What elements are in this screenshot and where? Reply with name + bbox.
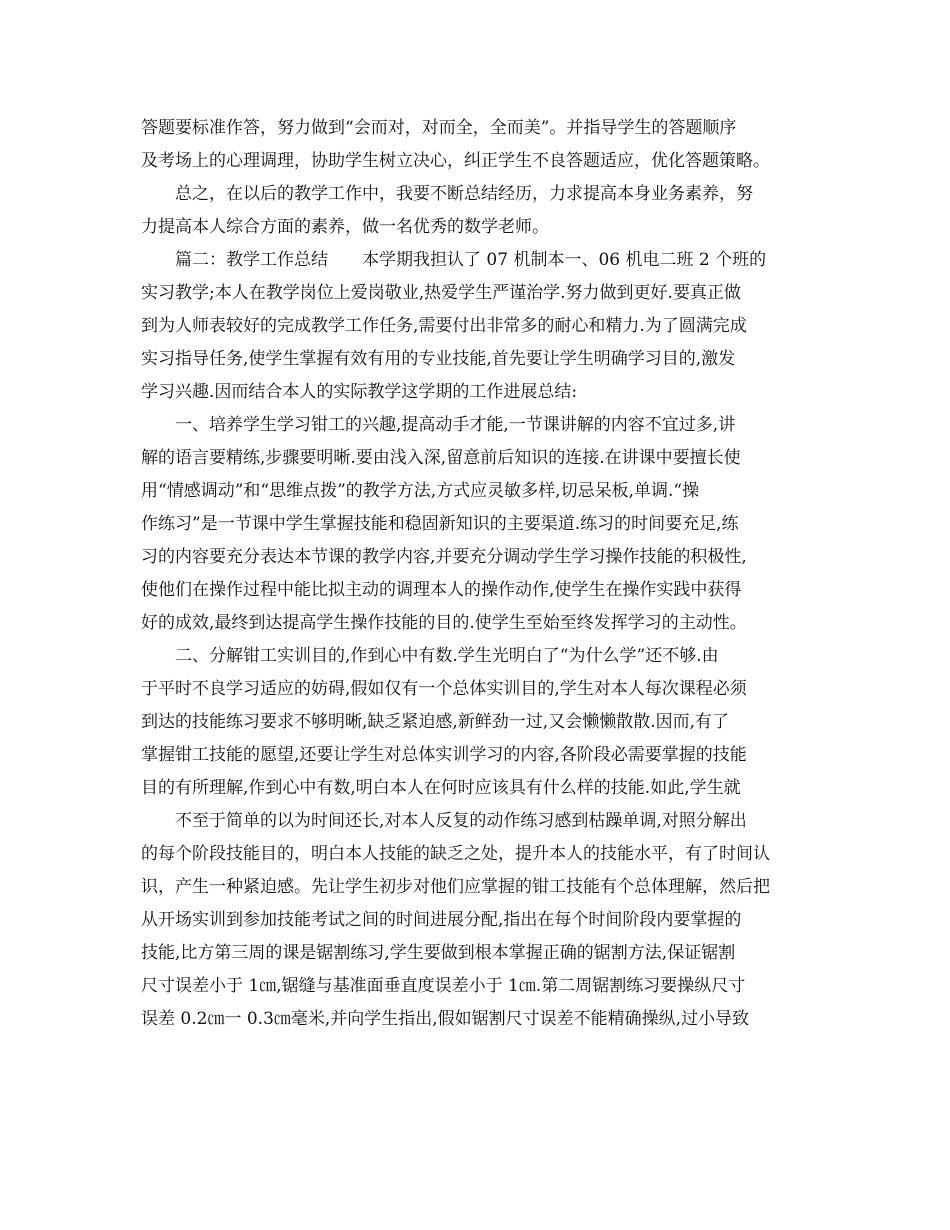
text-line: 解的语言要精练,步骤要明晰.要由浅入深,留意前后知识的连接.在讲课中要擅长使: [141, 448, 741, 468]
text-line: 尺寸误差小于 1㎝,锯缝与基准面垂直度误差小于 1㎝.第二周锯割练习要操纵尺寸: [141, 976, 746, 996]
text-line: 一、培养学生学习钳工的兴趣,提高动手才能,一节课讲解的内容不宜过多,讲: [175, 415, 736, 435]
text-line: 学习兴趣.因而结合本人的实际教学这学期的工作进展总结:: [141, 382, 578, 402]
text-line: 好的成效,最终到达提高学生操作技能的目的.使学生至始至终发挥学习的主动性。: [141, 613, 747, 633]
text-line: 的每个阶段技能目的，明白本人技能的缺乏之处，提升本人的技能水平，有了时间认: [141, 844, 770, 864]
text-line: 实习指导任务,使学生掌握有效有用的专业技能,首先要让学生明确学习目的,激发: [141, 349, 736, 369]
text-line: 到达的技能练习要求不够明晰,缺乏紧迫感,新鲜劲一过,又会懒懒散散.因而,有了: [141, 712, 730, 732]
text-line: 不至于简单的以为时间还长,对本人反复的动作练习感到枯躁单调,对照分解出: [175, 811, 747, 831]
text-line: 作练习”是一节课中学生掌握技能和稳固新知识的主要渠道.练习的时间要充足,练: [141, 514, 739, 534]
document-body: [141, 112, 821, 1036]
text-line: 掌握钳工技能的愿望,还要让学生对总体实训学习的内容,各阶段必需要掌握的技能: [141, 745, 747, 765]
text-line: 篇二：教学工作总结 本学期我担认了 07 机制本一、06 机电二班 2 个班的: [175, 250, 767, 270]
text-line: 使他们在操作过程中能比拟主动的调理本人的操作动作,使学生在操作实践中获得: [141, 580, 742, 600]
text-line: 总之，在以后的教学工作中，我要不断总结经历，力求提高本身业务素养，努: [175, 184, 753, 204]
text-line: 二、分解钳工实训目的,作到心中有数.学生光明白了“为什么学”还不够.由: [175, 646, 719, 666]
text-line: 及考场上的心理调理，协助学生树立决心，纠正学生不良答题适应，优化答题策略。: [141, 151, 770, 171]
text-line: 习的内容要充分表达本节课的教学内容,并要充分调动学生学习操作技能的积极性,: [141, 547, 747, 567]
text-line: 实习教学;本人在教学岗位上爱岗敬业,热爱学生严谨治学.努力做到更好.要真正做: [141, 283, 741, 303]
text-line: 到为人师表较好的完成教学工作任务,需要付出非常多的耐心和精力.为了圆满完成: [141, 316, 747, 336]
text-line: 力提高本人综合方面的素养，做一名优秀的数学老师。: [141, 217, 549, 237]
text-line: 识，产生一种紧迫感。先让学生初步对他们应掌握的钳工技能有个总体理解，然后把: [141, 877, 770, 897]
text-line: 用“情感调动”和“思维点拨”的教学方法,方式应灵敏多样,切忌呆板,单调.“操: [141, 481, 700, 501]
text-line: 误差 0.2㎝一 0.3㎝毫米,并向学生指出,假如锯割尺寸误差不能精确操纵,过小导致: [141, 1009, 750, 1029]
text-line: 技能,比方第三周的课是锯割练习,学生要做到根本掌握正确的锯割方法,保证锯割: [141, 943, 736, 963]
text-line: 目的有所理解,作到心中有数,明白本人在何时应该具有什么样的技能.如此,学生就: [141, 778, 741, 798]
text-line: 于平时不良学习适应的妨碍,假如仅有一个总体实训目的,学生对本人每次课程必须: [141, 679, 747, 699]
text-line: 从开场实训到参加技能考试之间的时间进展分配,指出在每个时间阶段内要掌握的: [141, 910, 742, 930]
text-line: 答题要标准作答，努力做到“会而对，对而全，全而美”。并指导学生的答题顺序: [141, 118, 737, 138]
